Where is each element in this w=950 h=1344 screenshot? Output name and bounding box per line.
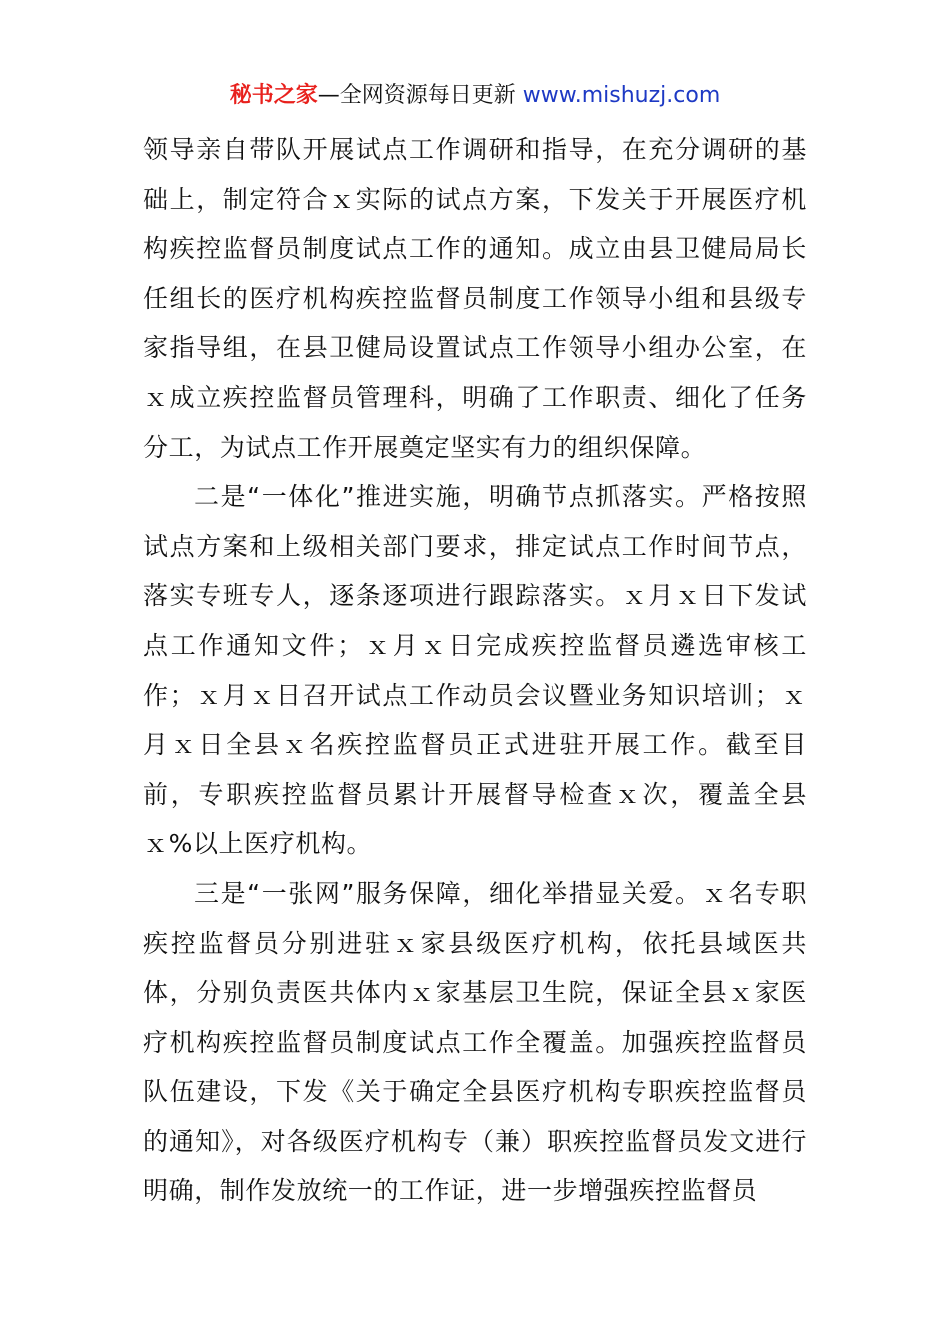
header-brand: 秘书之家 [229, 83, 318, 108]
paragraph-continuation: 领导亲自带队开展试点工作调研和指导，在充分调研的基础上，制定符合ｘ实际的试点方案，下发关于开展医疗机构疾控监督员制度试点工作的通知。成立由县卫健局局长任组长的医疗机构疾控监督员制度工作领导小组和县级专家指导组，在县卫健局设置试点工作领导小组办公室，在ｘ成立疾控监督员管理科，明确了工作职责、细化了任务分工，为试点工作开展奠定坚实有力的组织保障。 [143, 135, 807, 462]
document-body [143, 125, 807, 1216]
header-url-link[interactable]: www.mishuzj.com [522, 83, 721, 108]
paragraph-item-two: 二是“一体化”推进实施，明确节点抓落实。严格按照试点方案和上级相关部门要求，排定试点工作时间节点，落实专班专人，逐条逐项进行跟踪落实。ｘ月ｘ日下发试点工作通知文件；ｘ月ｘ日完成疾控监督员遴选审核工作；ｘ月ｘ日召开试点工作动员会议暨业务知识培训；ｘ月ｘ日全县ｘ名疾控监督员正式进驻开展工作。截至目前，专职疾控监督员累计开展督导检查ｘ次，覆盖全县ｘ%以上医疗机构。 [143, 482, 807, 859]
header-tagline: —全网资源每日更新 [317, 83, 516, 108]
page-header [0, 80, 950, 112]
paragraph-item-three: 三是“一张网”服务保障，细化举措显关爱。ｘ名专职疾控监督员分别进驻ｘ家县级医疗机构，依托县域医共体，分别负责医共体内ｘ家基层卫生院，保证全县ｘ家医疗机构疾控监督员制度试点工作全覆盖。加强疾控监督员队伍建设，下发《关于确定全县医疗机构专职疾控监督员的通知》，对各级医疗机构专（兼）职疾控监督员发文进行明确，制作发放统一的工作证，进一步增强疾控监督员 [143, 878, 807, 1206]
